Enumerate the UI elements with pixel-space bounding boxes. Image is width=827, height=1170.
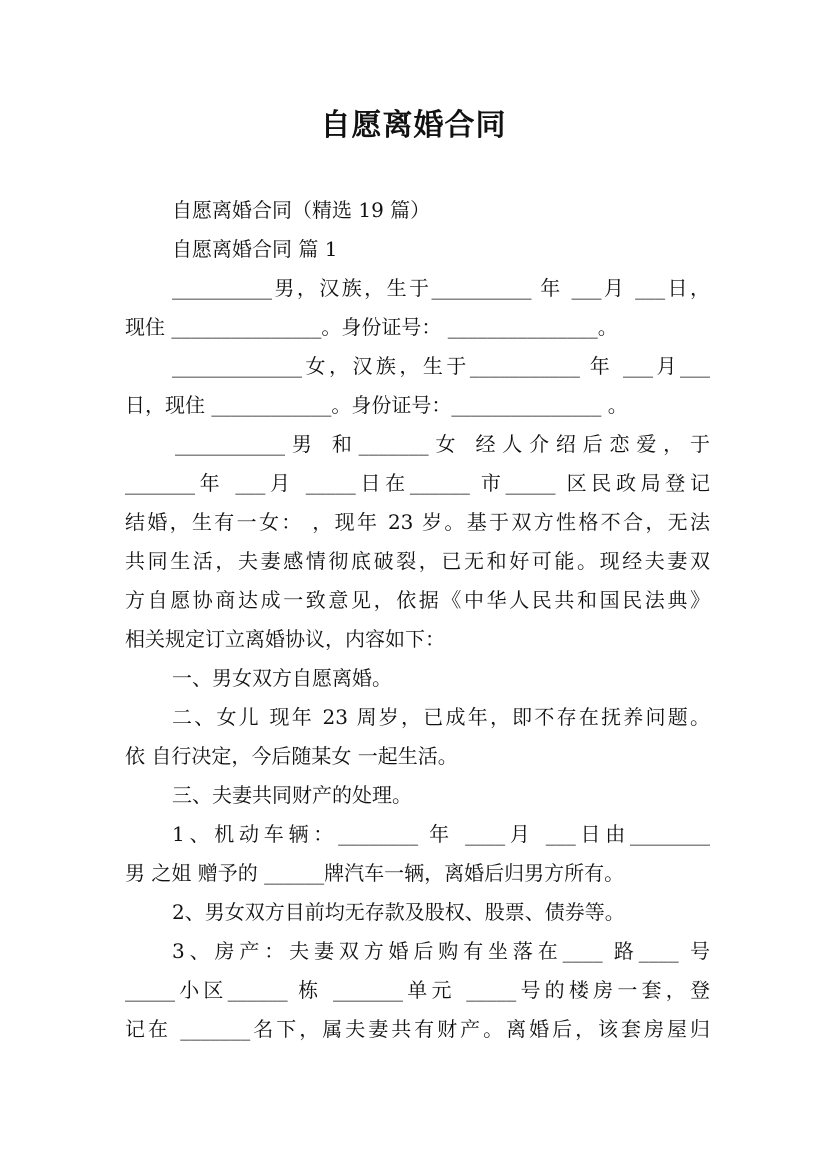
clause-line: 记在 _______名下，属夫妻共有财产。离婚后，该套房屋归 [125, 1017, 710, 1041]
clause-line: 二、女儿 现年 23 周岁，已成年，即不存在抚养问题。 [172, 705, 710, 729]
clause-line: 三、夫妻共同财产的处理。 [172, 783, 412, 807]
section-heading: 自愿离婚合同 篇 1 [172, 237, 338, 261]
clause-line: 一、男女双方自愿离婚。 [172, 666, 392, 690]
clause-line: _____小区______ 栋 _______单元 _____号的楼房一套，登 [125, 978, 710, 1002]
paragraph-line: 共同生活，夫妻感情彻底破裂，已无和好可能。现经夫妻双 [125, 549, 710, 573]
paragraph-line: 结婚，生有一女： ，现年 23 岁。基于双方性格不合，无法 [125, 510, 710, 534]
document-title: 自愿离婚合同 [320, 108, 507, 143]
clause-line: 1、机动车辆：________ 年 ____月 ___日由________ [172, 822, 710, 846]
clause-line: 3、房产：夫妻双方婚后购有坐落在____ 路____ 号 [172, 939, 710, 963]
paragraph-line: _______年 ___月 _____日在______ 市_____ 区民政局登记 [125, 471, 710, 495]
paragraph-line: 日，现住 ____________。身份证号：_______________ 。 [125, 393, 628, 417]
subtitle-line: 自愿离婚合同（精选 19 篇） [172, 198, 431, 222]
paragraph-line: 现住 _______________。身份证号： _______________。 [125, 315, 618, 339]
paragraph-line: __________男，汉族，生于__________ 年 ___月 ___日， [172, 276, 710, 300]
paragraph-line: ___________男 和_______女 经人介绍后恋爱，于 [175, 432, 710, 456]
paragraph-line: 相关规定订立离婚协议，内容如下： [125, 627, 445, 651]
paragraph-line: _____________女，汉族，生于___________ 年 ___月___ [172, 354, 710, 378]
clause-line: 2、男女双方目前均无存款及股权、股票、债券等。 [172, 900, 625, 924]
clause-line: 依 自行决定，今后随某女 一起生活。 [125, 744, 458, 768]
clause-line: 男 之姐 赠予的 ______牌汽车一辆，离婚后归男方所有。 [125, 861, 625, 885]
paragraph-line: 方自愿协商达成一致意见，依据《中华人民共和国民法典》 [125, 588, 710, 612]
